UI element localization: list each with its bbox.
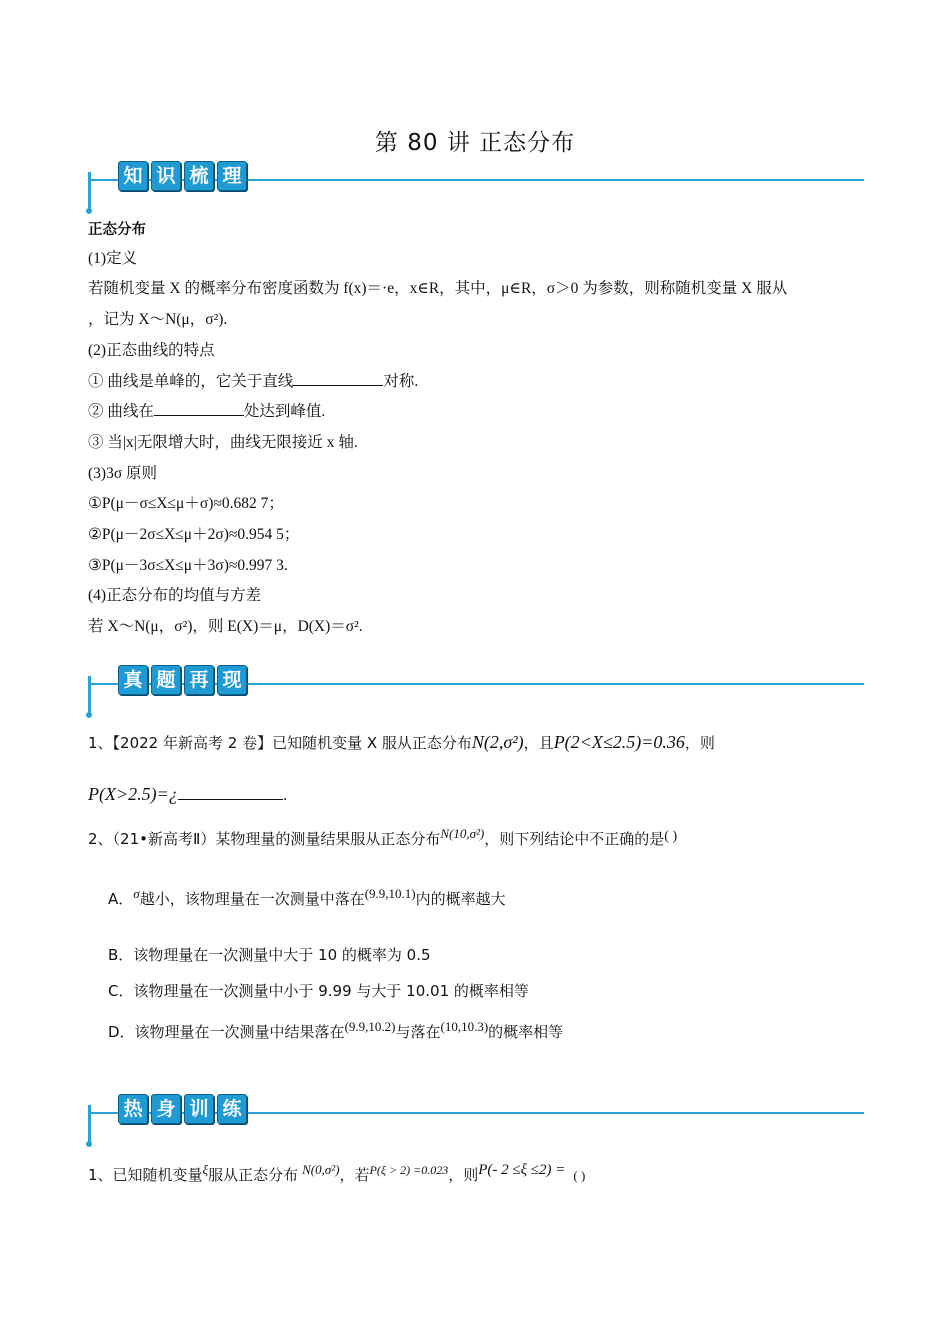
math-expr: σ: [133, 886, 140, 901]
banner-char: 身: [151, 1094, 181, 1124]
math-expr: (9.9,10.1): [364, 886, 416, 901]
section-banner-warm-up: [88, 1098, 864, 1145]
page-title: 第 80 讲 正态分布: [374, 130, 576, 156]
knowledge-line: (3)3σ 原则: [88, 465, 158, 482]
knowledge-line: 若随机变量 X 的概率分布密度函数为 f(x)＝·e，x∈R，其中，μ∈R，σ＞0 为参数，则称随机变量 X 服从: [88, 280, 788, 297]
option-text: 内的概率越大: [415, 890, 506, 908]
banner-char: 理: [217, 161, 247, 191]
question-text: 2、（21•新高考Ⅱ）某物理量的测量结果服从正态分布: [88, 830, 441, 848]
knowledge-line: (2)正态曲线的特点: [88, 342, 215, 359]
banner-char: 题: [151, 665, 181, 695]
math-expr: P(2<X≤2.5)=0.36: [553, 732, 685, 752]
math-expr: N(0,σ²): [302, 1162, 340, 1177]
question-text: ，若: [339, 1166, 370, 1184]
knowledge-line: ②P(μ－2σ≤X≤μ＋2σ)≈0.954 5；: [88, 526, 300, 543]
question-2: [88, 826, 677, 849]
knowledge-line: 若 X～N(μ，σ²)，则 E(X)＝μ，D(X)＝σ².: [88, 618, 363, 635]
banner-char: 梳: [184, 161, 214, 191]
option-c[interactable]: C．该物理量在一次测量中小于 9.99 与大于 10.01 的概率相等: [108, 982, 529, 1000]
question-text: ，且: [523, 734, 554, 752]
answer-blank: [293, 385, 383, 386]
warm-question-1: [88, 1162, 585, 1185]
answer-blank: [178, 799, 283, 800]
knowledge-line: [88, 369, 418, 391]
option-a[interactable]: [108, 886, 506, 909]
math-expr: N(10,σ²): [440, 826, 485, 841]
knowledge-text: ① 曲线是单峰的，它关于直线: [88, 373, 294, 390]
option-d[interactable]: [108, 1019, 563, 1042]
knowledge-line: ③P(μ－3σ≤X≤μ＋3σ)≈0.997 3.: [88, 557, 288, 574]
option-text: D．该物理量在一次测量中结果落在: [108, 1023, 345, 1041]
answer-paren: ( ): [664, 829, 678, 844]
knowledge-text: 处达到峰值.: [243, 403, 326, 420]
knowledge-line: (1)定义: [88, 250, 138, 267]
banner-char: 热: [118, 1094, 148, 1124]
math-expr: ξ: [202, 1162, 209, 1177]
option-label: A．: [108, 890, 134, 908]
banner-char: 再: [184, 665, 214, 695]
knowledge-text: ② 曲线在: [88, 403, 154, 420]
math-expr: P(- 2 ≤ξ ≤2) =: [478, 1162, 566, 1178]
math-expr: P(X>2.5)=¿: [88, 784, 178, 804]
knowledge-line: [88, 399, 325, 421]
question-text: 1、【2022 年新高考 2 卷】已知随机变量 X 服从正态分布: [88, 734, 472, 752]
option-text: 的概率相等: [488, 1023, 564, 1041]
question-text: 服从正态分布: [208, 1166, 299, 1184]
option-text: 越小，该物理量在一次测量中落在: [139, 890, 365, 908]
knowledge-text: 对称.: [383, 373, 419, 390]
knowledge-line: ，记为 X～N(μ，σ²).: [88, 311, 228, 328]
option-text: 与落在: [395, 1023, 441, 1041]
question-text: ，则下列结论中不正确的是: [484, 830, 665, 848]
question-1-answer: [88, 784, 288, 805]
question-1: [88, 732, 715, 753]
banner-char: 现: [217, 665, 247, 695]
math-expr: (9.9,10.2): [344, 1019, 396, 1034]
question-text: .: [282, 786, 288, 804]
question-text: ，则: [684, 734, 715, 752]
knowledge-line: ①P(μ－σ≤X≤μ＋σ)≈0.682 7；: [88, 495, 284, 512]
section-banner-real-exam: [88, 669, 864, 716]
math-expr: (10,10.3): [440, 1019, 489, 1034]
banner-char: 练: [217, 1094, 247, 1124]
section-banner-knowledge: [88, 165, 864, 212]
answer-paren: ( ): [573, 1168, 586, 1183]
option-b[interactable]: B．该物理量在一次测量中大于 10 的概率为 0.5: [108, 946, 431, 964]
banner-char: 训: [184, 1094, 214, 1124]
knowledge-heading: 正态分布: [88, 222, 146, 238]
banner-char: 真: [118, 665, 148, 695]
answer-blank: [154, 415, 244, 416]
knowledge-line: ③ 当|x|无限增大时，曲线无限接近 x 轴.: [88, 434, 358, 451]
question-text: ，则: [448, 1166, 479, 1184]
math-expr: N(2,σ²): [471, 732, 524, 752]
question-text: 1、已知随机变量: [88, 1166, 203, 1184]
knowledge-line: (4)正态分布的均值与方差: [88, 587, 262, 604]
banner-char: 识: [151, 161, 181, 191]
banner-char: 知: [118, 161, 148, 191]
math-expr: P(ξ > 2) =0.023: [369, 1163, 449, 1177]
